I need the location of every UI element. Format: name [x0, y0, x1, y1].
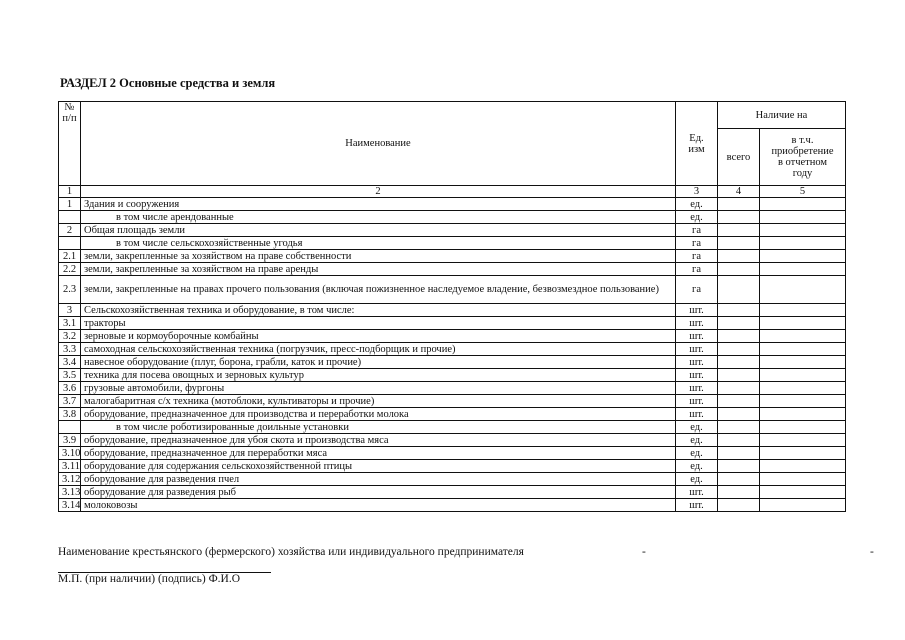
row-total-cell[interactable] — [718, 211, 760, 224]
row-total-cell[interactable] — [718, 395, 760, 408]
row-total-cell[interactable] — [718, 382, 760, 395]
row-acquired-cell[interactable] — [760, 263, 846, 276]
row-acquired-cell[interactable] — [760, 198, 846, 211]
row-name: в том числе арендованные — [81, 211, 676, 224]
row-number: 3.1 — [59, 317, 81, 330]
row-name: самоходная сельскохозяйственная техника (погрузчик, пресс-подборщик и прочие) — [81, 343, 676, 356]
row-total-cell[interactable] — [718, 330, 760, 343]
row-acquired-cell[interactable] — [760, 460, 846, 473]
row-number: 3.10 — [59, 447, 81, 460]
row-acquired-cell[interactable] — [760, 276, 846, 304]
table-row — [59, 276, 846, 304]
row-name: в том числе сельскохозяйственные угодья — [81, 237, 676, 250]
row-acquired-cell[interactable] — [760, 304, 846, 317]
row-unit: шт. — [676, 408, 718, 421]
row-total-cell[interactable] — [718, 434, 760, 447]
table-row — [59, 263, 846, 276]
row-acquired-cell[interactable] — [760, 356, 846, 369]
row-unit: шт. — [676, 304, 718, 317]
row-name: молоковозы — [81, 499, 676, 512]
row-acquired-cell[interactable] — [760, 473, 846, 486]
row-total-cell[interactable] — [718, 276, 760, 304]
row-total-cell[interactable] — [718, 460, 760, 473]
row-name: Здания и сооружения — [81, 198, 676, 211]
row-number: 3 — [59, 304, 81, 317]
row-name: земли, закрепленные за хозяйством на праве собственности — [81, 250, 676, 263]
row-total-cell[interactable] — [718, 499, 760, 512]
row-name: в том числе роботизированные доильные установки — [81, 421, 676, 434]
section-title: РАЗДЕЛ 2 Основные средства и земля — [60, 76, 276, 90]
table-row — [59, 224, 846, 237]
header-total: всего — [718, 129, 760, 186]
row-total-cell[interactable] — [718, 237, 760, 250]
row-name: малогабаритная с/х техника (мотоблоки, культиваторы и прочие) — [81, 395, 676, 408]
row-number: 3.4 — [59, 356, 81, 369]
row-unit: шт. — [676, 486, 718, 499]
row-total-cell[interactable] — [718, 317, 760, 330]
row-unit: ед. — [676, 447, 718, 460]
row-number: 2 — [59, 224, 81, 237]
row-unit: ед. — [676, 434, 718, 447]
row-number: 3.13 — [59, 486, 81, 499]
row-name: оборудование для разведения пчел — [81, 473, 676, 486]
table-row — [59, 395, 846, 408]
row-acquired-cell[interactable] — [760, 343, 846, 356]
header-name: Наименование — [81, 102, 676, 186]
header-unit: Ед. изм — [676, 102, 718, 186]
row-name: оборудование, предназначенное для производства и переработки молока — [81, 408, 676, 421]
row-unit: шт. — [676, 395, 718, 408]
table-row — [59, 356, 846, 369]
row-total-cell[interactable] — [718, 343, 760, 356]
row-name: оборудование, предназначенное для переработки мяса — [81, 447, 676, 460]
table-row — [59, 211, 846, 224]
table-row — [59, 369, 846, 382]
col-number: 2 — [81, 186, 676, 198]
row-acquired-cell[interactable] — [760, 369, 846, 382]
col-number: 1 — [59, 186, 81, 198]
farm-name-label: Наименование крестьянского (фермерского) хозяйства или индивидуального предпринимателя — [58, 546, 524, 558]
table-row — [59, 408, 846, 421]
table-row — [59, 237, 846, 250]
row-acquired-cell[interactable] — [760, 237, 846, 250]
row-total-cell[interactable] — [718, 356, 760, 369]
row-name: техника для посева овощных и зерновых культур — [81, 369, 676, 382]
signature-label: М.П. (при наличии) (подпись) Ф.И.О — [58, 573, 241, 585]
row-unit: га — [676, 263, 718, 276]
table-row — [59, 434, 846, 447]
row-name: грузовые автомобили, фургоны — [81, 382, 676, 395]
row-number: 3.9 — [59, 434, 81, 447]
row-name: оборудование для разведения рыб — [81, 486, 676, 499]
table-row — [59, 330, 846, 343]
row-name: земли, закрепленные на правах прочего пользования (включая пожизненное наследуемое владение, безвозмездное пользование) — [81, 276, 676, 304]
row-acquired-cell[interactable] — [760, 330, 846, 343]
row-total-cell[interactable] — [718, 224, 760, 237]
row-unit: шт. — [676, 330, 718, 343]
row-unit: ед. — [676, 421, 718, 434]
row-unit: шт. — [676, 356, 718, 369]
table-row — [59, 317, 846, 330]
row-unit: ед. — [676, 460, 718, 473]
row-acquired-cell[interactable] — [760, 421, 846, 434]
row-unit: га — [676, 276, 718, 304]
row-unit: ед. — [676, 473, 718, 486]
row-number: 3.14 — [59, 499, 81, 512]
row-name: Сельскохозяйственная техника и оборудование, в том числе: — [81, 304, 676, 317]
dash-mark: - — [870, 546, 874, 558]
row-unit: шт. — [676, 369, 718, 382]
dash-mark: - — [642, 546, 646, 558]
row-number: 3.5 — [59, 369, 81, 382]
row-unit: шт. — [676, 317, 718, 330]
row-name: оборудование, предназначенное для убоя скота и производства мяса — [81, 434, 676, 447]
row-acquired-cell[interactable] — [760, 395, 846, 408]
row-total-cell[interactable] — [718, 263, 760, 276]
row-acquired-cell[interactable] — [760, 250, 846, 263]
row-name: тракторы — [81, 317, 676, 330]
row-acquired-cell[interactable] — [760, 434, 846, 447]
row-total-cell[interactable] — [718, 447, 760, 460]
row-acquired-cell[interactable] — [760, 211, 846, 224]
col-number: 5 — [760, 186, 846, 198]
row-total-cell[interactable] — [718, 198, 760, 211]
row-acquired-cell[interactable] — [760, 317, 846, 330]
row-unit: ед. — [676, 211, 718, 224]
row-name: земли, закрепленные за хозяйством на праве аренды — [81, 263, 676, 276]
fixed-assets-table — [58, 101, 846, 512]
row-unit: шт. — [676, 382, 718, 395]
row-number: 3.12 — [59, 473, 81, 486]
table-row — [59, 499, 846, 512]
row-name: Общая площадь земли — [81, 224, 676, 237]
row-total-cell[interactable] — [718, 421, 760, 434]
row-total-cell[interactable] — [718, 369, 760, 382]
table-row — [59, 304, 846, 317]
row-number: 3.6 — [59, 382, 81, 395]
row-acquired-cell[interactable] — [760, 447, 846, 460]
row-name: навесное оборудование (плуг, борона, грабли, каток и прочие) — [81, 356, 676, 369]
row-acquired-cell[interactable] — [760, 224, 846, 237]
table-row — [59, 486, 846, 499]
row-acquired-cell[interactable] — [760, 382, 846, 395]
row-number: 3.3 — [59, 343, 81, 356]
row-unit: шт. — [676, 343, 718, 356]
row-total-cell[interactable] — [718, 250, 760, 263]
row-total-cell[interactable] — [718, 304, 760, 317]
row-total-cell[interactable] — [718, 473, 760, 486]
row-number: 2.3 — [59, 276, 81, 304]
col-number: 4 — [718, 186, 760, 198]
row-unit: ед. — [676, 198, 718, 211]
row-unit: га — [676, 224, 718, 237]
row-acquired-cell[interactable] — [760, 408, 846, 421]
table-row — [59, 382, 846, 395]
row-unit: га — [676, 250, 718, 263]
row-number: 2.1 — [59, 250, 81, 263]
table-row — [59, 250, 846, 263]
column-numbers-row — [59, 186, 846, 198]
row-total-cell[interactable] — [718, 486, 760, 499]
row-number: 3.2 — [59, 330, 81, 343]
row-unit: га — [676, 237, 718, 250]
row-number: 3.11 — [59, 460, 81, 473]
table-row — [59, 198, 846, 211]
row-total-cell[interactable] — [718, 408, 760, 421]
header-acquired: в т.ч. приобретение в отчетном году — [760, 129, 846, 186]
row-unit: шт. — [676, 499, 718, 512]
col-number: 3 — [676, 186, 718, 198]
row-name: зерновые и кормоуборочные комбайны — [81, 330, 676, 343]
row-acquired-cell[interactable] — [760, 499, 846, 512]
row-number — [59, 211, 81, 224]
table-row — [59, 473, 846, 486]
row-number — [59, 421, 81, 434]
row-number: 3.7 — [59, 395, 81, 408]
row-number: 1 — [59, 198, 81, 211]
table-row — [59, 447, 846, 460]
table-row — [59, 421, 846, 434]
row-name: оборудование для содержания сельскохозяйственной птицы — [81, 460, 676, 473]
row-number: 2.2 — [59, 263, 81, 276]
row-number — [59, 237, 81, 250]
header-availability: Наличие на — [718, 102, 846, 129]
table-row — [59, 343, 846, 356]
header-num: № п/п — [59, 102, 81, 186]
table-row — [59, 460, 846, 473]
row-acquired-cell[interactable] — [760, 486, 846, 499]
row-number: 3.8 — [59, 408, 81, 421]
